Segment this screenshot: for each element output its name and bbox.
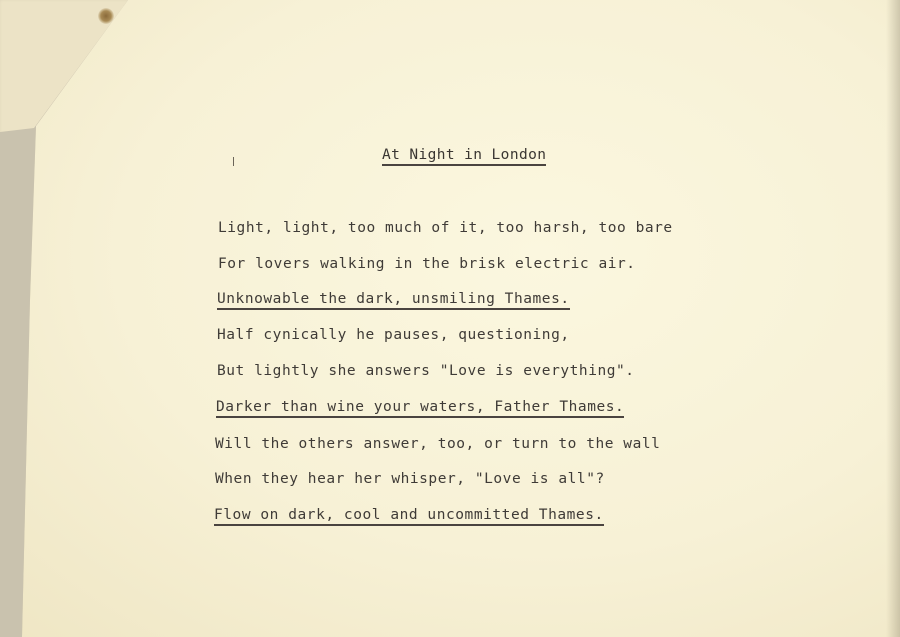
poem-line: When they hear her whisper, "Love is all"? [215,471,605,487]
poem-line: But lightly she answers "Love is everything". [217,363,635,379]
pencil-mark [233,157,234,166]
poem-line-underlined: Unknowable the dark, unsmiling Thames. [217,291,570,310]
poem-line: For lovers walking in the brisk electric air. [218,256,636,272]
poem-title: At Night in London [382,147,546,166]
poem-line: Will the others answer, too, or turn to the wall [215,436,661,452]
poem-line: Light, light, too much of it, too harsh, too bare [218,220,673,236]
poem-line-underlined: Flow on dark, cool and uncommitted Thames. [214,507,604,526]
poem-line-underlined: Darker than wine your waters, Father Thames. [216,399,624,418]
poem-line: Half cynically he pauses, questioning, [217,327,570,343]
